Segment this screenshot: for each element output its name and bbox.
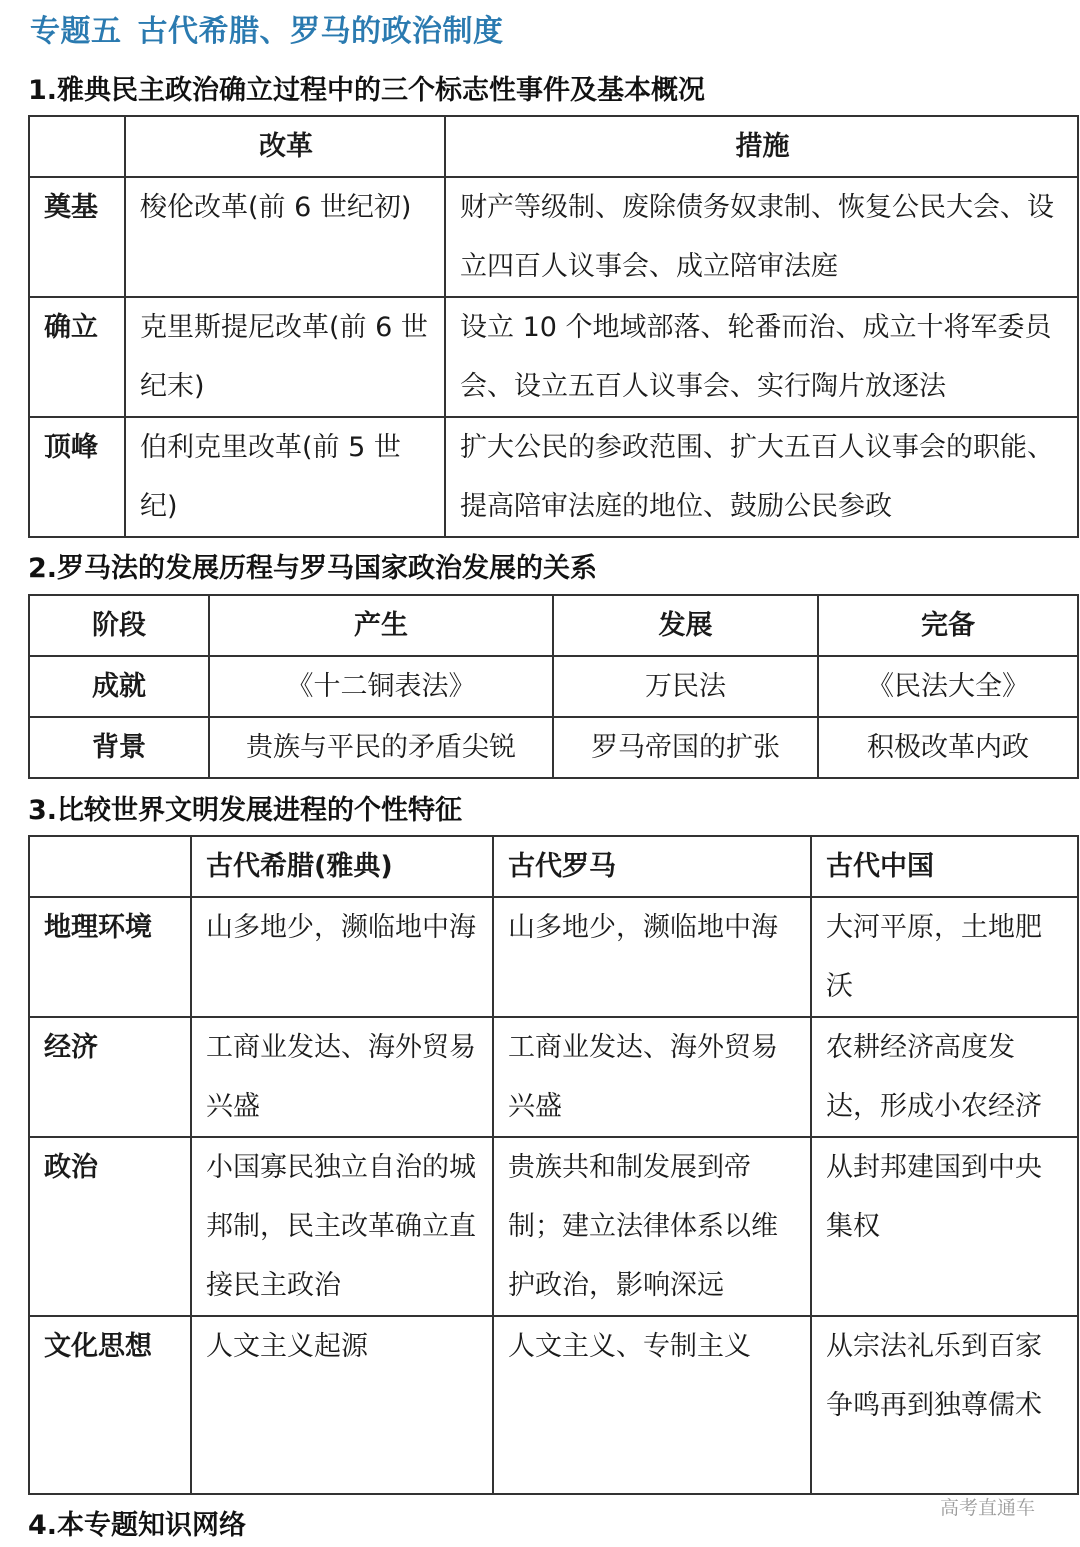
measures-cell: 扩大公民的参政范围、扩大五百人议事会的职能、提高陪审法庭的地位、鼓励公民参政 (445, 417, 1078, 537)
table-cell: 大河平原，土地肥沃 (811, 897, 1078, 1017)
table-cell: 罗马帝国的扩张 (553, 717, 818, 778)
stage-cell: 顶峰 (29, 417, 125, 537)
table-header-row (29, 836, 1078, 897)
table-row (29, 177, 1078, 297)
section1-heading: 1.雅典民主政治确立过程中的三个标志性事件及基本概况 (28, 75, 706, 106)
table-cell: 工商业发达、海外贸易兴盛 (191, 1017, 493, 1137)
row-label-cell: 经济 (29, 1017, 191, 1137)
row-label-cell: 成就 (29, 656, 209, 717)
civilization-comparison-table (28, 835, 1079, 1495)
row-label-cell: 地理环境 (29, 897, 191, 1017)
table-cell: 小国寡民独立自治的城邦制，民主改革确立直接民主政治 (191, 1137, 493, 1316)
table-cell: 人文主义起源 (191, 1316, 493, 1494)
table-header-row (29, 116, 1078, 177)
table-row (29, 656, 1078, 717)
table-row (29, 1017, 1078, 1137)
watermark: 高考直通车 (940, 1497, 1036, 1519)
row-label-cell: 背景 (29, 717, 209, 778)
measures-cell: 财产等级制、废除债务奴隶制、恢复公民大会、设立四百人议事会、成立陪审法庭 (445, 177, 1078, 297)
section4-heading: 4.本专题知识网络 (28, 1510, 247, 1541)
table-cell: 山多地少，濒临地中海 (493, 897, 811, 1017)
table-cell: 《十二铜表法》 (209, 656, 553, 717)
section2-heading: 2.罗马法的发展历程与罗马国家政治发展的关系 (28, 553, 598, 584)
table-cell: 贵族共和制发展到帝制；建立法律体系以维护政治，影响深远 (493, 1137, 811, 1316)
title-prefix: 专题五 (30, 14, 122, 49)
table-row (29, 417, 1078, 537)
table-cell: 人文主义、专制主义 (493, 1316, 811, 1494)
table-cell: 山多地少，濒临地中海 (191, 897, 493, 1017)
table-cell: 农耕经济高度发达，形成小农经济 (811, 1017, 1078, 1137)
table-row (29, 897, 1078, 1017)
page-title (30, 6, 504, 50)
table-header-cell: 发展 (553, 595, 818, 656)
table-header-cell: 古代中国 (811, 836, 1078, 897)
table-header-cell (29, 836, 191, 897)
row-label-cell: 文化思想 (29, 1316, 191, 1494)
table-cell: 《民法大全》 (818, 656, 1078, 717)
table-header-cell: 措施 (445, 116, 1078, 177)
table-cell: 积极改革内政 (818, 717, 1078, 778)
table-header-cell: 古代希腊(雅典) (191, 836, 493, 897)
table-cell: 从封邦建国到中央集权 (811, 1137, 1078, 1316)
table-row (29, 297, 1078, 417)
table-header-cell: 阶段 (29, 595, 209, 656)
table-cell: 万民法 (553, 656, 818, 717)
table-row (29, 1137, 1078, 1316)
table-header-cell (29, 116, 125, 177)
table-header-cell: 改革 (125, 116, 445, 177)
table-header-row (29, 595, 1078, 656)
table-row (29, 1316, 1078, 1494)
reform-cell: 梭伦改革(前 6 世纪初) (125, 177, 445, 297)
reform-cell: 克里斯提尼改革(前 6 世纪末) (125, 297, 445, 417)
table-cell: 从宗法礼乐到百家争鸣再到独尊儒术 (811, 1316, 1078, 1494)
table-header-cell: 古代罗马 (493, 836, 811, 897)
row-label-cell: 政治 (29, 1137, 191, 1316)
table-header-cell: 产生 (209, 595, 553, 656)
table-cell: 贵族与平民的矛盾尖锐 (209, 717, 553, 778)
roman-law-table (28, 594, 1079, 779)
title-text: 古代希腊、罗马的政治制度 (137, 14, 504, 49)
table-header-cell: 完备 (818, 595, 1078, 656)
table-cell: 工商业发达、海外贸易兴盛 (493, 1017, 811, 1137)
stage-cell: 确立 (29, 297, 125, 417)
reform-cell: 伯利克里改革(前 5 世纪) (125, 417, 445, 537)
table-row (29, 717, 1078, 778)
stage-cell: 奠基 (29, 177, 125, 297)
athens-reform-table (28, 115, 1079, 538)
measures-cell: 设立 10 个地域部落、轮番而治、成立十将军委员会、设立五百人议事会、实行陶片放逐法 (445, 297, 1078, 417)
section3-heading: 3.比较世界文明发展进程的个性特征 (28, 795, 463, 826)
